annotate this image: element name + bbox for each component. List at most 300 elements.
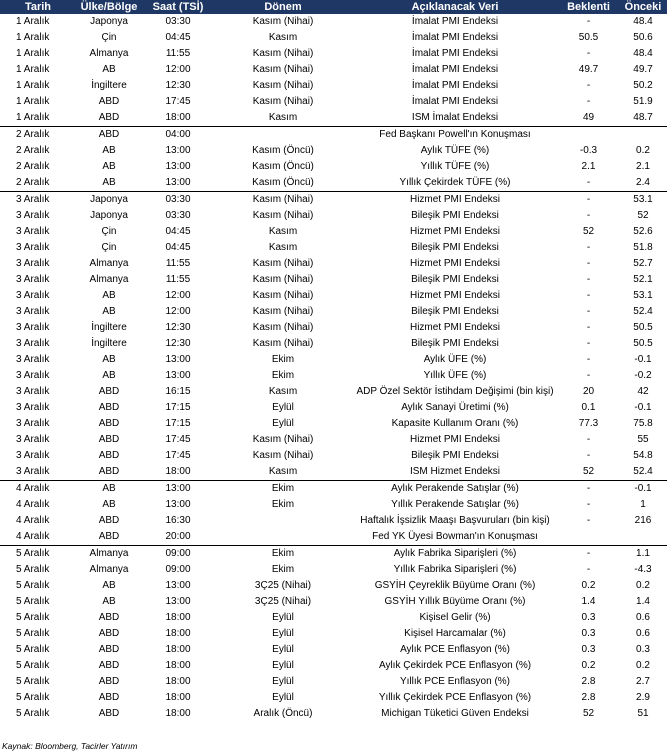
cell-saat: 11:55 <box>165 258 191 269</box>
cell-veri: Bileşik PMI Endeksi <box>411 242 499 253</box>
cell-veri: Hizmet PMI Endeksi <box>409 290 501 301</box>
cell-donem: Ekim <box>214 546 352 563</box>
cell-donem: Kasım (Nihai) <box>252 48 314 59</box>
cell-tarih: 4 Aralık <box>0 481 76 498</box>
cell-donem: Kasım (Nihai) <box>252 96 314 107</box>
cell-saat: 16:30 <box>165 515 191 526</box>
cell-veri: ADP Özel Sektör İstihdam Değişimi (bin kişi) <box>356 386 554 397</box>
cell-veri: Hizmet PMI Endeksi <box>409 434 501 445</box>
cell-ulke: AB <box>102 596 116 607</box>
cell-ulke: Çin <box>101 242 117 253</box>
cell-saat: 12:30 <box>165 338 191 349</box>
cell-beklenti: 0.2 <box>581 580 596 591</box>
cell-ulke: ABD <box>98 112 120 123</box>
cell-ulke: Almanya <box>89 274 129 285</box>
cell-saat: 18:00 <box>165 112 191 123</box>
cell-ulke: Almanya <box>89 564 129 575</box>
cell-veri: Bileşik PMI Endeksi <box>411 338 499 349</box>
cell-saat: 17:45 <box>165 450 191 461</box>
cell-onceki: 0.2 <box>636 580 650 591</box>
cell-beklenti: 77.3 <box>578 418 599 429</box>
cell-saat: 17:15 <box>165 402 191 413</box>
cell-donem: Kasım <box>268 386 298 397</box>
header-tarih: Tarih <box>0 0 76 14</box>
cell-donem: Eylül <box>272 402 294 413</box>
cell-veri: Bileşik PMI Endeksi <box>411 274 499 285</box>
cell-beklenti: - <box>586 16 591 27</box>
cell-ulke: AB <box>102 290 116 301</box>
cell-donem: Eylül <box>272 676 294 687</box>
cell-ulke: ABD <box>98 96 120 107</box>
table-row <box>0 110 667 127</box>
cell-ulke: AB <box>76 481 142 498</box>
cell-beklenti: 0.3 <box>581 644 596 655</box>
cell-tarih: 3 Aralık <box>16 274 50 285</box>
cell-onceki: 1.1 <box>619 546 667 563</box>
cell-veri: Yıllık Fabrika Siparişleri (%) <box>393 564 517 575</box>
cell-donem: Eylül <box>272 660 294 671</box>
cell-onceki: 50.6 <box>633 32 653 43</box>
cell-onceki: 52.6 <box>633 226 653 237</box>
cell-saat: 11:55 <box>165 274 191 285</box>
cell-veri: GSYİH Yıllık Büyüme Oranı (%) <box>384 596 526 607</box>
cell-beklenti: - <box>586 290 591 301</box>
cell-saat: 13:00 <box>142 481 214 498</box>
cell-onceki: 1.4 <box>636 596 650 607</box>
cell-saat: 09:00 <box>142 546 214 563</box>
cell-tarih: 1 Aralık <box>16 32 50 43</box>
cell-veri: Kapasite Kullanım Oranı (%) <box>391 418 519 429</box>
cell-donem: Kasım <box>268 466 298 477</box>
cell-saat: 12:00 <box>165 290 191 301</box>
cell-beklenti: - <box>586 177 591 188</box>
header-ulke: Ülke/Bölge <box>76 0 142 14</box>
cell-onceki: 216 <box>634 515 652 526</box>
cell-donem: Ekim <box>271 499 295 510</box>
cell-veri: Aylık Fabrika Siparişleri (%) <box>352 546 558 563</box>
cell-onceki: 0.6 <box>636 612 650 623</box>
cell-tarih: 2 Aralık <box>16 161 50 172</box>
header-onceki: Önceki <box>619 0 667 14</box>
cell-tarih: 5 Aralık <box>16 612 50 623</box>
cell-saat: 13:00 <box>165 354 191 365</box>
cell-tarih: 3 Aralık <box>16 258 50 269</box>
cell-beklenti: - <box>586 258 591 269</box>
table-row <box>0 127 667 144</box>
cell-ulke: Çin <box>101 226 117 237</box>
cell-ulke: AB <box>102 161 116 172</box>
cell-saat: 18:00 <box>165 676 191 687</box>
table-row <box>0 62 667 78</box>
cell-beklenti: - <box>586 499 591 510</box>
cell-donem: Aralık (Öncü) <box>253 708 313 719</box>
cell-donem: Kasım (Öncü) <box>252 145 314 156</box>
table-row <box>0 14 667 30</box>
cell-ulke: AB <box>102 177 116 188</box>
table-row <box>0 272 667 288</box>
cell-onceki: 50.2 <box>633 80 653 91</box>
cell-tarih: 3 Aralık <box>16 354 50 365</box>
cell-tarih: 5 Aralık <box>16 596 50 607</box>
cell-tarih: 1 Aralık <box>16 112 50 123</box>
cell-ulke: İngiltere <box>91 80 127 91</box>
cell-beklenti: 52 <box>582 466 595 477</box>
cell-veri: Aylık ÜFE (%) <box>423 354 487 365</box>
cell-veri: Hizmet PMI Endeksi <box>409 258 501 269</box>
table-row <box>0 94 667 110</box>
cell-onceki: 0.3 <box>636 644 650 655</box>
table-row <box>0 320 667 336</box>
cell-veri: Fed YK Üyesi Bowman'ın Konuşması <box>372 531 538 542</box>
cell-onceki: -0.1 <box>619 481 667 498</box>
cell-beklenti: - <box>586 274 591 285</box>
cell-ulke: ABD <box>98 386 120 397</box>
cell-ulke: ABD <box>98 434 120 445</box>
cell-saat: 18:00 <box>165 466 191 477</box>
cell-ulke: Almanya <box>76 546 142 563</box>
cell-beklenti: - <box>586 242 591 253</box>
cell-beklenti: 20 <box>582 386 595 397</box>
cell-tarih: 5 Aralık <box>16 564 50 575</box>
cell-veri: Yıllık PCE Enflasyon (%) <box>399 676 511 687</box>
cell-ulke: ABD <box>98 531 120 542</box>
table-row <box>0 78 667 94</box>
cell-saat: 13:00 <box>165 580 191 591</box>
table-row <box>0 240 667 256</box>
cell-saat: 12:30 <box>165 80 191 91</box>
cell-donem: Eylül <box>272 418 294 429</box>
table-row <box>0 336 667 352</box>
cell-tarih: 5 Aralık <box>16 660 50 671</box>
cell-veri: Bileşik PMI Endeksi <box>411 210 499 221</box>
table-row <box>0 546 667 563</box>
cell-tarih: 5 Aralık <box>16 676 50 687</box>
cell-onceki: 51 <box>637 708 649 719</box>
cell-beklenti: - <box>586 322 591 333</box>
header-saat: Saat (TSİ) <box>142 0 214 14</box>
cell-donem: Ekim <box>271 564 295 575</box>
cell-veri: Yıllık TÜFE (%) <box>420 161 490 172</box>
cell-veri: Aylık PCE Enflasyon (%) <box>400 644 510 655</box>
cell-tarih: 1 Aralık <box>16 64 50 75</box>
cell-tarih: 3 Aralık <box>16 226 50 237</box>
table-row <box>0 642 667 658</box>
table-row <box>0 594 667 610</box>
cell-veri: İmalat PMI Endeksi <box>411 80 499 91</box>
cell-ulke: Almanya <box>89 258 129 269</box>
cell-ulke: Japonya <box>90 210 128 221</box>
cell-saat: 13:00 <box>165 145 191 156</box>
cell-ulke: İngiltere <box>91 322 127 333</box>
cell-onceki: 48.4 <box>633 48 653 59</box>
cell-beklenti: - <box>586 96 591 107</box>
cell-ulke: AB <box>102 499 116 510</box>
cell-beklenti: - <box>586 370 591 381</box>
source-note: Kaynak: Bloomberg, Tacirler Yatırım <box>2 741 138 751</box>
cell-veri: ISM İmalat Endeksi <box>411 112 499 123</box>
cell-tarih: 3 Aralık <box>16 338 50 349</box>
cell-onceki: 52.1 <box>633 274 653 285</box>
header-donem: Dönem <box>214 0 352 14</box>
cell-tarih: 3 Aralık <box>16 386 50 397</box>
cell-tarih: 3 Aralık <box>16 402 50 413</box>
table-row <box>0 159 667 175</box>
table-row <box>0 224 667 240</box>
cell-onceki: 1 <box>640 499 646 510</box>
cell-ulke: ABD <box>76 127 142 144</box>
cell-ulke: ABD <box>98 660 120 671</box>
cell-ulke: ABD <box>98 466 120 477</box>
cell-onceki: 54.8 <box>633 450 653 461</box>
cell-saat: 13:00 <box>165 596 191 607</box>
cell-tarih: 3 Aralık <box>16 242 50 253</box>
cell-saat: 03:30 <box>165 210 191 221</box>
cell-tarih: 3 Aralık <box>16 370 50 381</box>
cell-ulke: Almanya <box>89 48 129 59</box>
cell-saat: 03:30 <box>142 192 214 209</box>
table-row <box>0 256 667 272</box>
cell-veri: Aylık Sanayi Üretimi (%) <box>401 402 509 413</box>
table-row <box>0 368 667 384</box>
cell-donem: Kasım (Öncü) <box>252 177 314 188</box>
cell-saat: 18:00 <box>165 692 191 703</box>
cell-donem: Kasım (Nihai) <box>252 338 314 349</box>
table-row <box>0 46 667 62</box>
cell-ulke: AB <box>102 580 116 591</box>
cell-beklenti: - <box>558 481 619 498</box>
cell-saat: 12:00 <box>165 64 191 75</box>
cell-donem: Eylül <box>272 612 294 623</box>
cell-saat: 03:30 <box>165 16 191 27</box>
cell-ulke: Japonya <box>76 192 142 209</box>
cell-saat: 13:00 <box>165 499 191 510</box>
cell-donem: Ekim <box>271 370 295 381</box>
cell-beklenti: 49.7 <box>578 64 599 75</box>
cell-donem: Kasım (Öncü) <box>252 161 314 172</box>
table-row <box>0 175 667 192</box>
cell-onceki: -0.1 <box>634 354 652 365</box>
cell-beklenti: 1.4 <box>581 596 596 607</box>
cell-onceki: -0.1 <box>634 402 652 413</box>
cell-veri: İmalat PMI Endeksi <box>411 96 499 107</box>
cell-tarih: 3 Aralık <box>16 418 50 429</box>
table-row <box>0 706 667 722</box>
cell-donem: Kasım <box>268 242 298 253</box>
table-row <box>0 208 667 224</box>
cell-saat: 18:00 <box>165 612 191 623</box>
cell-veri: Hizmet PMI Endeksi <box>409 226 501 237</box>
cell-ulke: AB <box>102 306 116 317</box>
cell-onceki <box>619 127 667 144</box>
cell-beklenti: - <box>586 434 591 445</box>
header-beklenti: Beklenti <box>558 0 619 14</box>
cell-beklenti: - <box>586 338 591 349</box>
cell-donem <box>214 127 352 144</box>
cell-tarih: 4 Aralık <box>16 531 50 542</box>
cell-tarih: 5 Aralık <box>16 580 50 591</box>
cell-onceki: 42 <box>637 386 649 397</box>
cell-tarih: 4 Aralık <box>16 515 50 526</box>
cell-tarih: 3 Aralık <box>16 210 50 221</box>
cell-onceki <box>619 529 667 546</box>
table-row <box>0 192 667 209</box>
cell-onceki: 48.7 <box>633 112 653 123</box>
cell-ulke: ABD <box>98 628 120 639</box>
cell-veri: İmalat PMI Endeksi <box>411 48 499 59</box>
cell-onceki: 0.6 <box>636 628 650 639</box>
cell-beklenti: - <box>586 80 591 91</box>
cell-beklenti: 50.5 <box>578 32 599 43</box>
table-header-row <box>0 0 667 14</box>
cell-veri: İmalat PMI Endeksi <box>411 64 499 75</box>
cell-ulke: ABD <box>98 676 120 687</box>
cell-donem: Eylül <box>272 644 294 655</box>
cell-donem: Kasım <box>268 112 298 123</box>
table-row <box>0 626 667 642</box>
cell-onceki: -0.2 <box>634 370 652 381</box>
cell-tarih: 3 Aralık <box>16 306 50 317</box>
table-row <box>0 497 667 513</box>
cell-saat: 17:45 <box>165 434 191 445</box>
cell-beklenti: 2.8 <box>581 692 596 703</box>
cell-tarih: 3 Aralık <box>16 466 50 477</box>
cell-ulke: ABD <box>98 708 120 719</box>
cell-tarih: 2 Aralık <box>16 145 50 156</box>
cell-beklenti: - <box>586 210 591 221</box>
cell-ulke: Japonya <box>90 16 128 27</box>
header-veri: Açıklanacak Veri <box>352 0 558 14</box>
table-row <box>0 304 667 320</box>
cell-onceki: 2.1 <box>636 161 650 172</box>
table-row <box>0 690 667 706</box>
cell-saat: 04:45 <box>165 226 191 237</box>
cell-saat: 13:00 <box>165 177 191 188</box>
table-row <box>0 578 667 594</box>
cell-tarih: 3 Aralık <box>0 192 76 209</box>
cell-donem: Kasım (Nihai) <box>252 80 314 91</box>
cell-saat: 17:45 <box>165 96 191 107</box>
cell-donem: Kasım (Nihai) <box>252 290 314 301</box>
cell-tarih: 1 Aralık <box>16 48 50 59</box>
cell-veri: Kişisel Gelir (%) <box>419 612 491 623</box>
cell-donem: Kasım (Nihai) <box>252 450 314 461</box>
cell-beklenti: - <box>586 354 591 365</box>
cell-beklenti: 49 <box>582 112 595 123</box>
cell-saat: 04:45 <box>165 32 191 43</box>
cell-onceki: 2.4 <box>636 177 650 188</box>
cell-onceki: 50.5 <box>633 322 653 333</box>
cell-veri: Hizmet PMI Endeksi <box>352 192 558 209</box>
cell-veri: Bileşik PMI Endeksi <box>411 306 499 317</box>
cell-veri: Yıllık ÜFE (%) <box>423 370 487 381</box>
cell-donem: Eylül <box>272 628 294 639</box>
cell-donem: Kasım (Nihai) <box>252 322 314 333</box>
cell-ulke: ABD <box>98 402 120 413</box>
cell-saat: 18:00 <box>165 628 191 639</box>
cell-saat: 04:45 <box>165 242 191 253</box>
table-row <box>0 288 667 304</box>
cell-ulke: AB <box>102 370 116 381</box>
cell-tarih: 1 Aralık <box>16 16 50 27</box>
cell-ulke: AB <box>102 64 116 75</box>
cell-tarih: 2 Aralık <box>16 177 50 188</box>
cell-beklenti: - <box>586 564 591 575</box>
table-row <box>0 529 667 546</box>
cell-ulke: ABD <box>98 515 120 526</box>
cell-beklenti: - <box>586 450 591 461</box>
cell-beklenti: - <box>586 48 591 59</box>
cell-saat: 09:00 <box>165 564 191 575</box>
cell-tarih: 3 Aralık <box>16 322 50 333</box>
cell-beklenti: 2.1 <box>581 161 596 172</box>
cell-ulke: ABD <box>98 612 120 623</box>
cell-donem: Kasım <box>268 32 298 43</box>
cell-donem <box>214 529 352 546</box>
cell-ulke: Çin <box>101 32 117 43</box>
cell-saat: 04:00 <box>142 127 214 144</box>
cell-saat: 18:00 <box>165 708 191 719</box>
cell-tarih: 1 Aralık <box>16 80 50 91</box>
cell-onceki: 53.1 <box>619 192 667 209</box>
cell-veri: Aylık TÜFE (%) <box>420 145 490 156</box>
table-row <box>0 658 667 674</box>
cell-ulke: AB <box>102 145 116 156</box>
table-row <box>0 513 667 529</box>
table-row <box>0 432 667 448</box>
table-row <box>0 562 667 578</box>
cell-veri: Yıllık Perakende Satışlar (%) <box>391 499 519 510</box>
cell-beklenti: - <box>586 515 591 526</box>
cell-onceki: 52 <box>637 210 649 221</box>
table-row <box>0 400 667 416</box>
cell-tarih: 3 Aralık <box>16 450 50 461</box>
cell-donem: Kasım (Nihai) <box>252 434 314 445</box>
cell-donem: Ekim <box>214 481 352 498</box>
table-row <box>0 143 667 159</box>
cell-veri: Haftalık İşsizlik Maaşı Başvuruları (bin kişi) <box>360 515 550 526</box>
table-row <box>0 674 667 690</box>
cell-donem <box>214 513 352 529</box>
cell-veri: ISM Hizmet Endeksi <box>409 466 501 477</box>
cell-donem: 3Ç25 (Nihai) <box>254 580 312 591</box>
cell-onceki: 75.8 <box>633 418 653 429</box>
cell-beklenti: - <box>558 546 619 563</box>
cell-veri: Aylık Çekirdek PCE Enflasyon (%) <box>378 660 532 671</box>
cell-onceki: 52.4 <box>633 306 653 317</box>
cell-beklenti: 0.3 <box>581 628 596 639</box>
cell-saat: 12:30 <box>165 322 191 333</box>
table-row <box>0 416 667 432</box>
cell-beklenti: - <box>586 306 591 317</box>
cell-saat: 18:00 <box>165 660 191 671</box>
cell-ulke: ABD <box>98 644 120 655</box>
cell-donem: Kasım (Nihai) <box>252 64 314 75</box>
cell-onceki: 50.5 <box>633 338 653 349</box>
table-row <box>0 464 667 481</box>
cell-onceki: 2.9 <box>636 692 650 703</box>
table-row <box>0 481 667 498</box>
cell-saat: 16:15 <box>165 386 191 397</box>
cell-donem: Eylül <box>272 692 294 703</box>
cell-tarih: 5 Aralık <box>16 628 50 639</box>
cell-tarih: 5 Aralık <box>0 546 76 563</box>
cell-onceki: -4.3 <box>634 564 652 575</box>
cell-beklenti: 52 <box>582 226 595 237</box>
cell-tarih: 2 Aralık <box>0 127 76 144</box>
cell-ulke: İngiltere <box>91 338 127 349</box>
cell-veri: Yıllık Çekirdek TÜFE (%) <box>399 177 511 188</box>
cell-onceki: 52.4 <box>633 466 653 477</box>
